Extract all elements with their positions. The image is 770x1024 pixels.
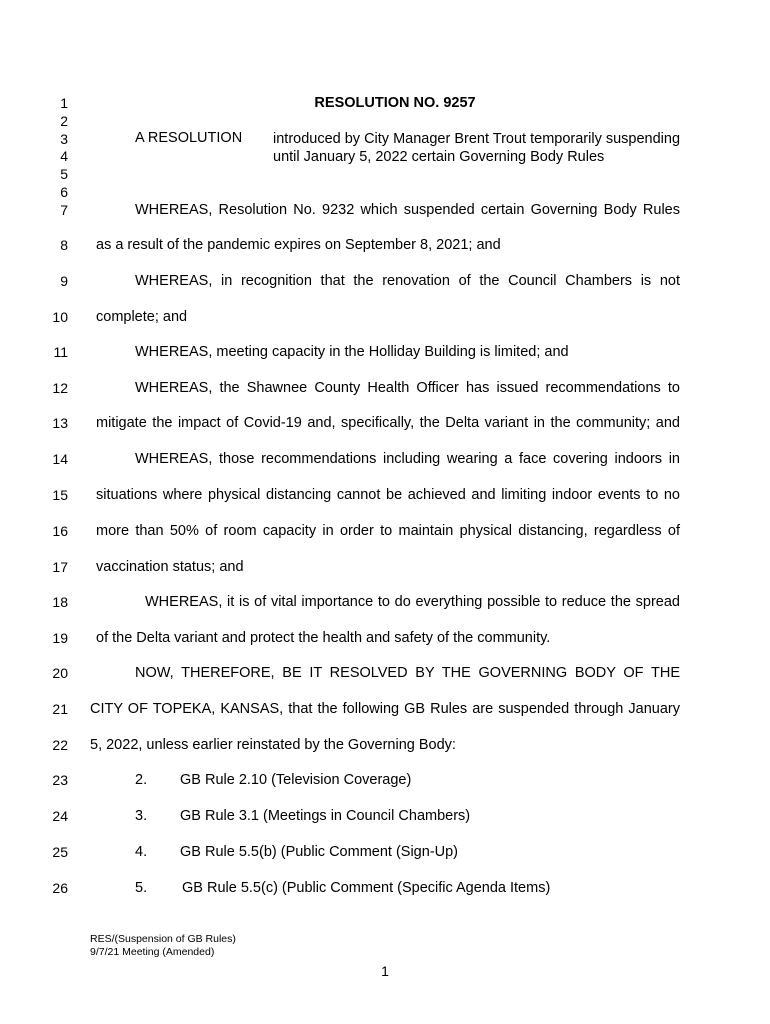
body-line: WHEREAS, the Shawnee County Health Officer has issued recommendations to <box>135 380 680 396</box>
line-number: 3 <box>60 131 68 147</box>
line-number: 16 <box>52 523 68 539</box>
line-number: 2 <box>60 113 68 129</box>
footer <box>90 933 236 959</box>
body-line: complete; and <box>96 309 188 325</box>
item-text: GB Rule 3.1 (Meetings in Council Chambers) <box>180 808 471 824</box>
line-number: 19 <box>52 630 68 646</box>
line-number: 15 <box>52 487 68 503</box>
body-line: vaccination status; and <box>96 559 244 575</box>
item-number: 2. <box>135 772 148 788</box>
body-line: WHEREAS, it is of vital importance to do everything possible to reduce the spread <box>145 594 680 610</box>
body-line: WHEREAS, Resolution No. 9232 which suspended certain Governing Body Rules <box>135 202 680 218</box>
line-number: 14 <box>52 451 68 467</box>
line-number: 23 <box>52 772 68 788</box>
body-line: WHEREAS, in recognition that the renovation of the Council Chambers is not <box>135 273 680 289</box>
line-number: 4 <box>60 148 68 164</box>
line-number: 26 <box>52 880 68 896</box>
line-number: 9 <box>60 273 68 289</box>
item-number: 4. <box>135 844 148 860</box>
item-text: GB Rule 5.5(b) (Public Comment (Sign-Up) <box>180 844 459 860</box>
line-number: 6 <box>60 184 68 200</box>
line-number: 22 <box>52 737 68 753</box>
resolution-title: RESOLUTION NO. 9257 <box>314 95 476 111</box>
line-number: 25 <box>52 844 68 860</box>
body-line: WHEREAS, meeting capacity in the Holliday Building is limited; and <box>135 344 569 360</box>
body-line: as a result of the pandemic expires on September 8, 2021; and <box>96 237 501 253</box>
item-text: GB Rule 2.10 (Television Coverage) <box>180 772 412 788</box>
item-number: 3. <box>135 808 148 824</box>
line-number: 21 <box>52 701 68 717</box>
body-line: NOW, THEREFORE, BE IT RESOLVED BY THE GOVERNING BODY OF THE <box>135 665 680 681</box>
line-number: 1 <box>60 95 68 111</box>
line-number: 11 <box>53 344 68 360</box>
body-line: situations where physical distancing cannot be achieved and limiting indoor events to no <box>96 487 680 503</box>
item-number: 5. <box>135 880 148 896</box>
footer-line: 9/7/21 Meeting (Amended) <box>90 946 215 958</box>
resolution-label: A RESOLUTION <box>135 130 243 146</box>
line-number: 7 <box>60 202 68 218</box>
line-number: 10 <box>52 309 68 325</box>
body-line: CITY OF TOPEKA, KANSAS, that the following GB Rules are suspended through January <box>90 701 680 717</box>
page-number: 1 <box>381 963 389 979</box>
line-number: 8 <box>60 237 68 253</box>
body-line: 5, 2022, unless earlier reinstated by the Governing Body: <box>90 737 456 753</box>
line-number: 18 <box>52 594 68 610</box>
line-number: 24 <box>52 808 68 824</box>
line-number: 17 <box>52 559 68 575</box>
footer-line: RES/(Suspension of GB Rules) <box>90 933 236 945</box>
body-line: more than 50% of room capacity in order to maintain physical distancing, regardless of <box>96 523 680 539</box>
line-number: 5 <box>60 166 68 182</box>
body-line: WHEREAS, those recommendations including wearing a face covering indoors in <box>135 451 680 467</box>
body-line: mitigate the impact of Covid-19 and, specifically, the Delta variant in the community; and <box>96 415 680 431</box>
line-number: 20 <box>52 665 68 681</box>
body-line: of the Delta variant and protect the health and safety of the community. <box>96 630 551 646</box>
line-number: 12 <box>52 380 68 396</box>
item-text: GB Rule 5.5(c) (Public Comment (Specific Agenda Items) <box>182 880 551 896</box>
resolution-intro: introduced by City Manager Brent Trout temporarily suspending until January 5, 2022 certain Governing Body Rules <box>273 131 681 165</box>
line-number: 13 <box>52 415 68 431</box>
